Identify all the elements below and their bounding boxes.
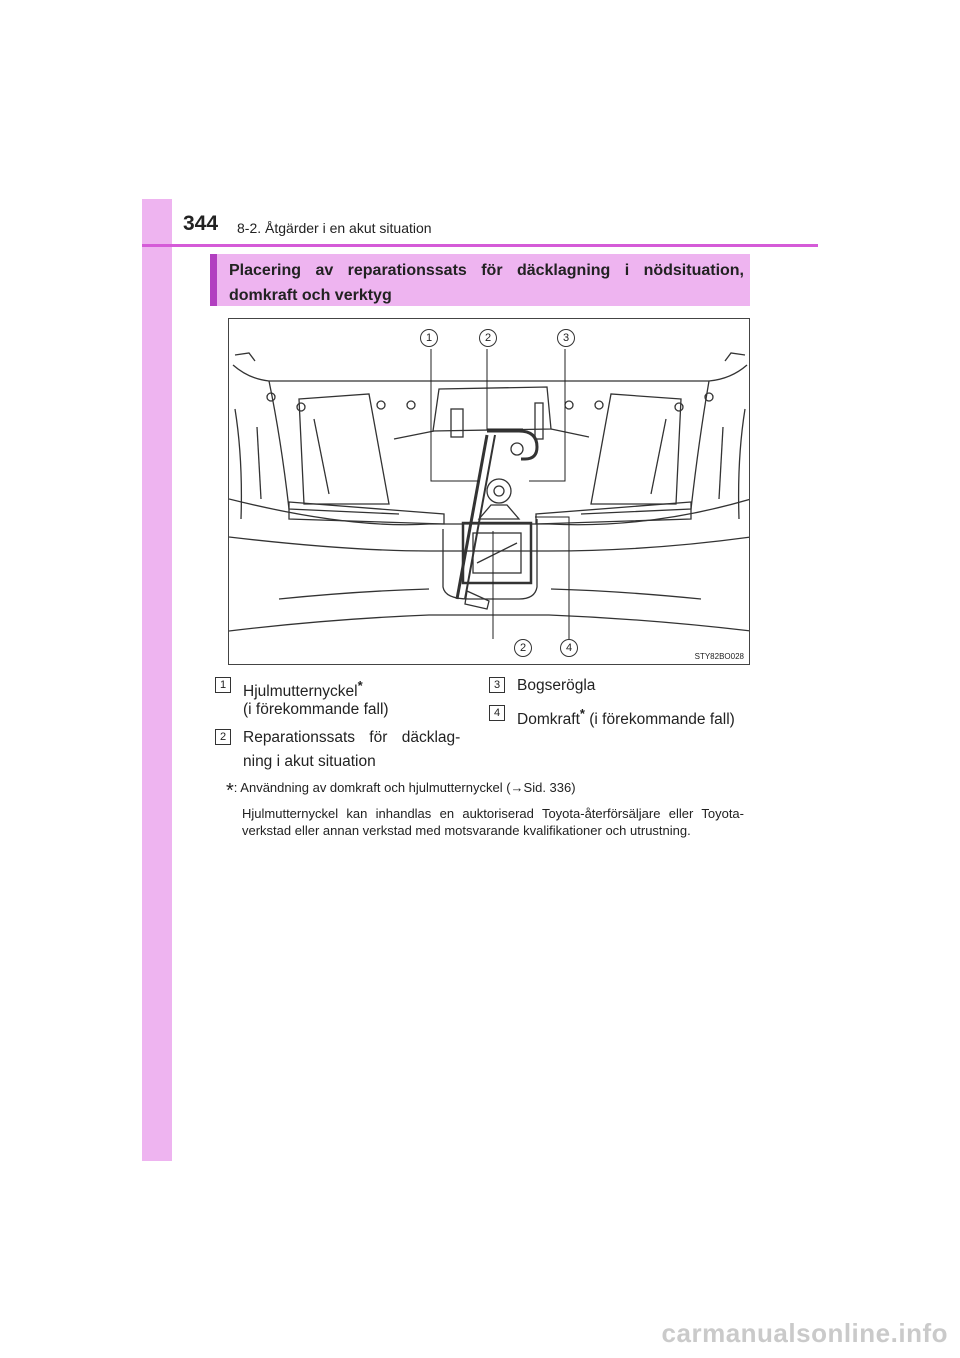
legend-label: Domkraft — [517, 711, 580, 728]
legend-number: 4 — [489, 705, 505, 721]
footnote-body: Hjulmutternyckel kan inhandlas en auktoriserad Toyota-återförsäljare eller Toyota-verkstad eller annan verkstad med motsvarande kvalifikationer och utrustning. — [242, 806, 744, 838]
asterisk: * — [357, 678, 363, 693]
legend-label: Hjulmutternyckel — [243, 683, 358, 700]
asterisk: * — [579, 706, 585, 721]
legend-item-2 — [215, 726, 475, 776]
legend-number: 1 — [215, 677, 231, 693]
callout-4 — [560, 639, 578, 657]
heading-box — [210, 254, 750, 306]
watermark — [0, 1280, 960, 1358]
trunk-illustration — [228, 318, 750, 665]
legend-label-line2: (i förekommande fall) — [243, 701, 389, 718]
callout-badge: 2 — [479, 329, 497, 347]
legend-number: 3 — [489, 677, 505, 693]
footnote-marker: * — [226, 780, 234, 802]
callout-3 — [557, 329, 575, 347]
legend-label-line2: ning i akut situation — [243, 753, 376, 770]
legend-label-suffix: (i förekommande fall) — [584, 711, 735, 728]
page-number: 344 — [183, 212, 219, 235]
legend-item-1 — [215, 674, 465, 724]
figure-code: STY82BO028 — [694, 652, 744, 661]
section-title: 8-2. Åtgärder i en akut situation — [237, 220, 432, 236]
callout-2-bottom — [514, 639, 532, 657]
watermark-text: carmanualsonline.info — [661, 1318, 948, 1348]
callout-badge: 2 — [514, 639, 532, 657]
callout-2-top — [479, 329, 497, 347]
legend-number: 2 — [215, 729, 231, 745]
header-rule — [142, 244, 818, 247]
footnote-text: : Användning av domkraft och hjulmutternyckel (→Sid. 336) — [233, 780, 576, 795]
callout-1 — [420, 329, 438, 347]
side-color-strip — [142, 199, 172, 1161]
callout-badge: 3 — [557, 329, 575, 347]
legend-label: Bogserögla — [517, 677, 596, 694]
callout-badge: 4 — [560, 639, 578, 657]
trunk-drawing — [229, 319, 750, 665]
legend-item-3 — [489, 674, 749, 700]
legend-label: Reparationssats för däcklag- — [243, 729, 461, 746]
callout-badge: 1 — [420, 329, 438, 347]
legend-item-4 — [489, 702, 749, 728]
footnote — [226, 780, 576, 803]
heading-text: Placering av reparationssats för däcklagning i nödsituation, domkraft och verktyg — [229, 262, 744, 304]
